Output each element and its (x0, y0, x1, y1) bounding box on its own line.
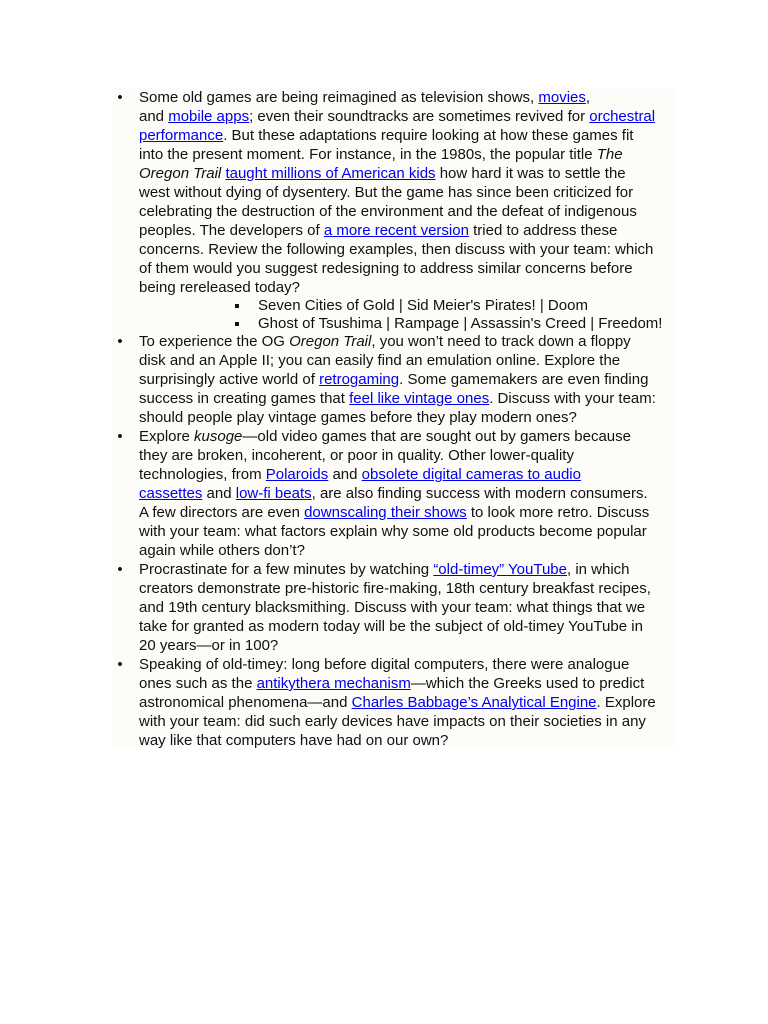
text-span: and (202, 485, 236, 502)
text-span: . But these adaptations require looking at how these games fit (223, 127, 634, 144)
text-line (139, 522, 677, 541)
text-span: —old video games that are sought out by gamers because (242, 428, 631, 445)
text-line (139, 126, 677, 145)
text-line (139, 579, 677, 598)
sub-list-item (139, 297, 677, 315)
text-line (139, 674, 677, 693)
text-span: celebrating the destruction of the environment and the defeat of indigenous (139, 203, 637, 220)
text-line (139, 145, 677, 164)
text-span: success in creating games that (139, 390, 350, 407)
text-span: disk and an Apple II; you can easily find an emulation online. Explore the (139, 352, 621, 369)
text-span: west without dying of dysentery. But the game has since been criticized for (139, 184, 634, 201)
italic-title: kusoge (194, 428, 243, 445)
inline-link[interactable]: feel like vintage ones (349, 390, 490, 407)
inline-link[interactable]: orchestral (589, 108, 656, 125)
text-span: —which the Greeks used to predict (410, 675, 645, 692)
italic-title: The (596, 146, 623, 163)
bullet-icon: • (117, 428, 123, 445)
text-line (139, 351, 677, 370)
text-span: how hard it was to settle the (435, 165, 626, 182)
inline-link[interactable]: taught millions of American kids (225, 165, 436, 182)
text-span: Explore (139, 428, 195, 445)
text-span: . Explore (596, 694, 656, 711)
bullet-icon: • (117, 656, 123, 673)
text-span: and (139, 108, 169, 125)
text-span: tried to address these (468, 222, 618, 239)
text-span: . Some gamemakers are even finding (399, 371, 649, 388)
square-bullet-icon (235, 322, 239, 326)
square-bullet-icon (235, 304, 239, 308)
text-line (139, 484, 677, 503)
text-span: ones such as the (139, 675, 257, 692)
text-span: , are also finding success with modern consumers. (311, 485, 648, 502)
bullet-list (113, 88, 677, 750)
text-line (139, 617, 677, 636)
text-span: A few directors are even (139, 504, 305, 521)
text-span: surprisingly active world of (139, 371, 320, 388)
inline-link[interactable]: movies (538, 89, 586, 106)
text-line (139, 465, 677, 484)
bullet-icon: • (117, 561, 123, 578)
bullet-icon: • (117, 89, 123, 106)
text-span: Some old games are being reimagined as television shows, (139, 89, 539, 106)
text-span: and (328, 466, 362, 483)
text-span: . Discuss with your team: (489, 390, 656, 407)
text-line (139, 259, 677, 278)
list-item (113, 655, 677, 750)
text-line (139, 712, 677, 731)
text-line (139, 240, 677, 259)
text-span: technologies, from (139, 466, 266, 483)
sub-list-item (139, 315, 677, 333)
list-item (113, 88, 677, 332)
italic-title: Oregon Trail (289, 333, 372, 350)
bullet-icon: • (117, 333, 123, 350)
text-line (139, 183, 677, 202)
inline-link[interactable]: Polaroids (265, 466, 329, 483)
text-span: of them would you suggest redesigning to address similar concerns before (139, 260, 633, 277)
text-line (139, 693, 677, 712)
list-item (113, 332, 677, 427)
text-span: and 19th century blacksmithing. Discuss with your team: what things that we (139, 599, 646, 616)
inline-link[interactable]: a more recent version (323, 222, 469, 239)
inline-link[interactable]: obsolete digital cameras to audio (361, 466, 581, 483)
text-line (139, 731, 677, 750)
text-line (139, 202, 677, 221)
text-line (139, 389, 677, 408)
text-line (139, 636, 677, 655)
inline-link[interactable]: “old-timey” YouTube (433, 561, 567, 578)
text-span: Speaking of old-timey: long before digital computers, there were analogue (139, 656, 630, 673)
text-span: astronomical phenomena—and (139, 694, 352, 711)
text-span: into the present moment. For instance, in the 1980s, the popular title (139, 146, 597, 163)
italic-title: Oregon Trail (139, 165, 222, 182)
inline-link[interactable]: low-fi beats (235, 485, 312, 502)
text-line (139, 427, 677, 446)
text-line (139, 408, 677, 427)
text-span: should people play vintage games before they play modern ones? (139, 409, 577, 426)
text-span: concerns. Review the following examples, then discuss with your team: which (139, 241, 654, 258)
sub-list (139, 297, 677, 332)
text-span: , (585, 89, 591, 106)
text-span: to look more retro. Discuss (466, 504, 650, 521)
list-item (113, 427, 677, 560)
document-content (113, 88, 677, 749)
text-line (139, 88, 677, 107)
text-line (139, 598, 677, 617)
text-line (139, 278, 677, 297)
sub-list-text: Ghost of Tsushima | Rampage | Assassin's Creed | Freedom! (258, 314, 663, 332)
text-line (139, 164, 677, 183)
text-line (139, 560, 677, 579)
text-span: , in which (567, 561, 630, 578)
inline-link[interactable]: antikythera mechanism (256, 675, 411, 692)
inline-link[interactable]: Charles Babbage’s Analytical Engine (351, 694, 597, 711)
inline-link[interactable]: mobile apps (168, 108, 250, 125)
text-span: 20 years—or in 100? (139, 637, 279, 654)
text-line (139, 221, 677, 240)
text-span: To experience the OG (139, 333, 290, 350)
text-span: again while others don’t? (139, 542, 305, 559)
list-item (113, 560, 677, 655)
text-line (139, 370, 677, 389)
text-span: with your team: did such early devices have impacts on their societies in any (139, 713, 646, 730)
text-line (139, 446, 677, 465)
text-span: being rereleased today? (139, 279, 300, 296)
text-span: peoples. The developers of (139, 222, 324, 239)
sub-list-text: Seven Cities of Gold | Sid Meier's Pirates! | Doom (258, 297, 588, 314)
text-line (139, 332, 677, 351)
text-line (139, 655, 677, 674)
inline-link[interactable]: cassettes (139, 485, 203, 502)
inline-link[interactable]: downscaling their shows (304, 504, 467, 521)
text-span: with your team: what factors explain why some old products become popular (139, 523, 647, 540)
text-span: they are broken, incoherent, or poor in quality. Other lower-quality (139, 447, 574, 464)
inline-link[interactable]: retrogaming (319, 371, 400, 388)
text-span: way like that computers have had on our own? (139, 732, 449, 749)
text-line (139, 503, 677, 522)
text-line (139, 107, 677, 126)
text-span: Procrastinate for a few minutes by watching (139, 561, 434, 578)
text-span: take for granted as modern today will be the subject of old-timey YouTube in (139, 618, 643, 635)
inline-link[interactable]: performance (139, 127, 224, 144)
text-span: , you won’t need to track down a floppy (371, 333, 631, 350)
text-span: ; even their soundtracks are sometimes revived for (249, 108, 590, 125)
text-line (139, 541, 677, 560)
text-span: creators demonstrate pre-historic fire-making, 18th century breakfast recipes, (139, 580, 651, 597)
